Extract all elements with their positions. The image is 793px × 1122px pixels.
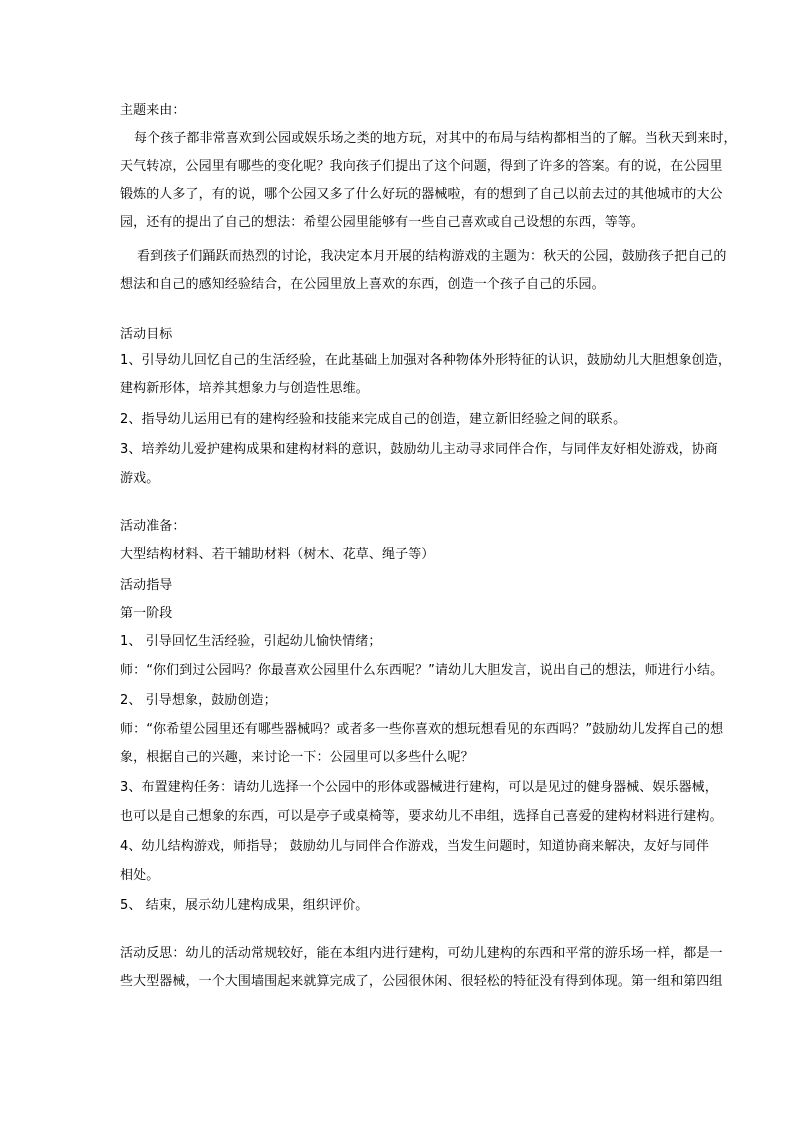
paragraph-line: 想法和自己的感知经验结合，在公园里放上喜欢的东西，创造一个孩子自己的乐园。 [120,277,605,292]
list-item: 1、引导幼儿回忆自己的生活经验，在此基础上加强对各种物体外形特征的认识，鼓励幼儿大胆想象创造， [120,353,731,368]
list-item: 3、布置建构任务：请幼儿选择一个公园中的形体或器械进行建构，可以是见过的健身器械、娱乐器械， [120,780,718,795]
paragraph-line: 师：“你希望公园里还有哪些器械吗？或者多一些你喜欢的想玩想看见的东西吗？”鼓励幼儿发挥自己的想 [120,722,724,737]
heading-activity-guide: 活动指导 [120,578,173,593]
list-item: 5、 结束，展示幼儿建构成果，组织评价。 [120,898,369,913]
paragraph-line: 天气转凉，公园里有哪些的变化呢？我向孩子们提出了这个问题，得到了许多的答案。有的说，在公园里 [120,159,723,174]
paragraph-line: 师：“你们到过公园吗？你最喜欢公园里什么东西呢？”请幼儿大胆发言，说出自己的想法，师进行小结。 [120,663,724,678]
paragraph-line: 园，还有的提出了自己的想法：希望公园里能够有一些自己喜欢或自己设想的东西，等等。 [120,215,645,230]
heading-activity-goals: 活动目标 [120,327,173,342]
heading-theme-origin: 主题来由： [120,103,186,118]
paragraph-line: 活动反思：幼儿的活动常规较好，能在本组内进行建构，可幼儿建构的东西和平常的游乐场一样，都是一 [120,946,723,961]
paragraph-line: 象，根据自己的兴趣，来讨论一下：公园里可以多些什么呢？ [120,750,474,765]
list-item: 3、培养幼儿爱护建构成果和建构材料的意识，鼓励幼儿主动寻求同伴合作，与同伴友好相处游戏，协商 [120,442,718,457]
list-item-continuation: 相处。 [120,868,160,883]
list-item: 2、 引导想象，鼓励创造； [120,693,277,708]
list-item: 1、 引导回忆生活经验，引起幼儿愉快情绪； [120,634,382,649]
paragraph-line: 看到孩子们踊跃而热烈的讨论，我决定本月开展的结构游戏的主题为：秋天的公园，鼓励孩子把自己的 [137,249,727,264]
paragraph-line: 每个孩子都非常喜欢到公园或娱乐场之类的地方玩，对其中的布局与结构都相当的了解。当秋天到来时， [134,131,737,146]
list-item: 4、幼儿结构游戏，师指导； 鼓励幼儿与同伴合作游戏，当发生问题时，知道协商来解决，友好与同伴 [120,839,710,854]
list-item-continuation: 也可以是自己想象的东西，可以是亭子或桌椅等，要求幼儿不串组，选择自己喜爱的建构材料进行建构。 [120,809,723,824]
heading-activity-prep: 活动准备： [120,519,186,534]
list-item: 2、指导幼儿运用已有的建构经验和技能来完成自己的创造，建立新旧经验之间的联系。 [120,412,627,427]
paragraph-line: 大型结构材料、若干辅助材料（树木、花草、绳子等） [120,547,435,562]
list-item-continuation: 游戏。 [120,471,160,486]
list-item-continuation: 建构新形体，培养其想象力与创造性思维。 [120,381,369,396]
heading-stage-one: 第一阶段 [120,606,173,621]
paragraph-line: 些大型器械，一个大围墙围起来就算完成了，公园很休闲、很轻松的特征没有得到体现。第一组和第四组 [120,974,723,989]
paragraph-line: 锻炼的人多了，有的说，哪个公园又多了什么好玩的器械啦，有的想到了自己以前去过的其他城市的大公 [120,187,723,202]
